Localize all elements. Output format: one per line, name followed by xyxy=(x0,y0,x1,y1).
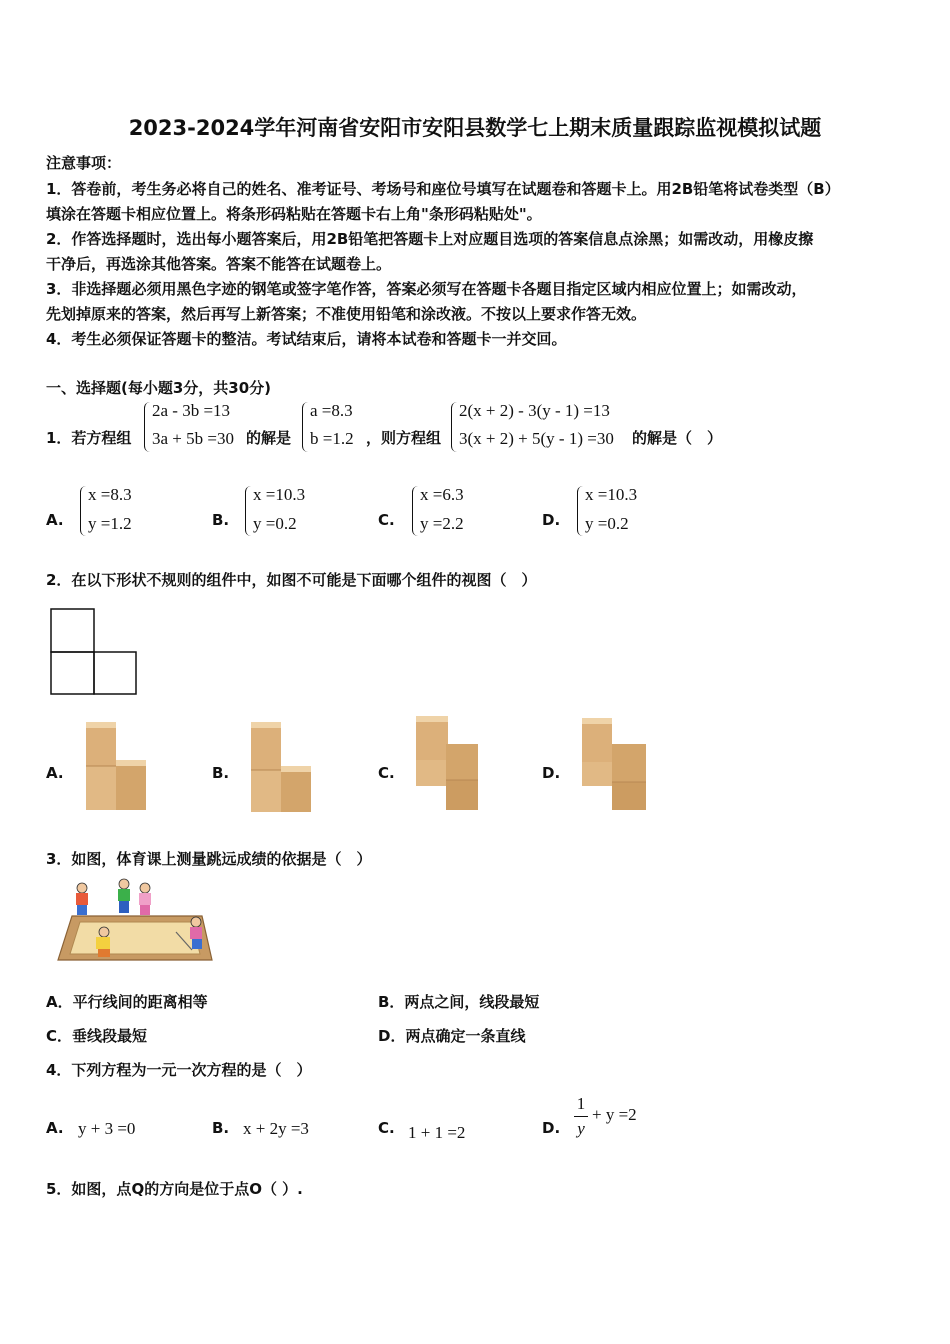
q1-system2-eq1: a =8.3 xyxy=(310,401,353,420)
q1-option-c-label[interactable]: C. xyxy=(378,511,395,529)
q1-option-d-y: y =0.2 xyxy=(585,514,629,533)
q2-option-a-label[interactable]: A. xyxy=(46,764,64,782)
page-title: 2023-2024学年河南省安阳市安阳县数学七上期末质量跟踪监视模拟试题 xyxy=(128,116,822,140)
q1-mid2: ，则方程组 xyxy=(366,429,442,447)
option-c-cube-image xyxy=(412,714,484,814)
q4-option-d-label[interactable]: D. xyxy=(542,1119,561,1137)
q1-option-b-y: y =0.2 xyxy=(253,514,297,533)
notice-line: 2．作答选择题时，选出每小题答案后，用2B铅笔把答题卡上对应题目选项的答案信息点涂黑；如需改动，用橡皮擦 xyxy=(46,230,814,248)
view-figure xyxy=(50,608,140,698)
q3-option-c[interactable]: C．垂线段最短 xyxy=(46,1027,148,1045)
long-jump-illustration xyxy=(52,876,216,966)
q3-text: 3．如图，体育课上测量跳远成绩的依据是（ ） xyxy=(46,850,372,868)
option-a-cube-image xyxy=(80,720,152,816)
q2-text: 2．在以下形状不规则的组件中，如图不可能是下面哪个组件的视图（ ） xyxy=(46,571,537,589)
notice-line: 1．答卷前，考生务必将自己的姓名、准考证号、考场号和座位号填写在试题卷和答题卡上。用2B铅笔将试卷类型（B） xyxy=(46,180,840,198)
q4-text: 4．下列方程为一元一次方程的是（ ） xyxy=(46,1061,312,1079)
q1-option-d-x: x =10.3 xyxy=(585,485,638,504)
brace-icon xyxy=(144,402,151,452)
q4-option-d-rest: + y =2 xyxy=(592,1105,637,1124)
q1-option-a-label[interactable]: A. xyxy=(46,511,64,529)
q1-option-c-y: y =2.2 xyxy=(420,514,464,533)
notice-line: 3．非选择题必须用黑色字迹的钢笔或签字笔作答，答案必须写在答题卡各题目指定区域内相应位置上；如需改动， xyxy=(46,280,807,298)
q2-option-b-label[interactable]: B. xyxy=(212,764,230,782)
option-b-cube-image xyxy=(245,720,317,816)
q1-option-b-label[interactable]: B. xyxy=(212,511,230,529)
q1-system3-eq2: 3(x + 2) + 5(y - 1) =30 xyxy=(459,429,614,448)
notice-line: 先划掉原来的答案，然后再写上新答案；不准使用铅笔和涂改液。不按以上要求作答无效。 xyxy=(46,305,647,323)
q1-suffix: 的解是（ ） xyxy=(632,429,723,447)
q1-option-c-x: x =6.3 xyxy=(420,485,464,504)
q4-option-a-expr: y + 3 =0 xyxy=(78,1119,136,1138)
brace-icon xyxy=(451,402,458,452)
q1-option-a-x: x =8.3 xyxy=(88,485,132,504)
fraction-denominator: y xyxy=(577,1119,585,1138)
q2-option-c-label[interactable]: C. xyxy=(378,764,395,782)
q1-option-a-y: y =1.2 xyxy=(88,514,132,533)
section-heading: 一、选择题(每小题3分，共30分) xyxy=(46,379,272,397)
q1-option-b-x: x =10.3 xyxy=(253,485,306,504)
q4-option-d-fraction xyxy=(574,1094,588,1139)
q1-prefix: 1．若方程组 xyxy=(46,429,132,447)
q4-option-c-expr: 1 + 1 =2 xyxy=(408,1123,466,1142)
notice-line: 干净后，再选涂其他答案。答案不能答在试题卷上。 xyxy=(46,255,392,273)
q3-option-a[interactable]: A．平行线间的距离相等 xyxy=(46,993,208,1011)
q1-option-d-label[interactable]: D. xyxy=(542,511,561,529)
q1-system2-eq2: b =1.2 xyxy=(310,429,354,448)
brace-icon xyxy=(302,402,309,452)
option-d-cube-image xyxy=(578,716,650,812)
fraction-bar xyxy=(574,1116,588,1117)
q4-option-c-label[interactable]: C. xyxy=(378,1119,395,1137)
q5-text: 5．如图，点Q的方向是位于点O（ ）. xyxy=(46,1180,303,1198)
q1-mid1: 的解是 xyxy=(246,429,292,447)
notice-heading: 注意事项： xyxy=(46,154,122,172)
q3-option-d[interactable]: D．两点确定一条直线 xyxy=(378,1027,526,1045)
brace-icon xyxy=(412,486,419,536)
q1-system3-eq1: 2(x + 2) - 3(y - 1) =13 xyxy=(459,401,610,420)
q4-option-b-expr: x + 2y =3 xyxy=(243,1119,309,1138)
q3-option-b[interactable]: B．两点之间，线段最短 xyxy=(378,993,540,1011)
brace-icon xyxy=(80,486,87,536)
notice-line: 填涂在答题卡相应位置上。将条形码粘贴在答题卡右上角"条形码粘贴处"。 xyxy=(46,205,542,223)
q4-option-b-label[interactable]: B. xyxy=(212,1119,230,1137)
q1-system1-eq2: 3a + 5b =30 xyxy=(152,429,234,448)
q4-option-a-label[interactable]: A. xyxy=(46,1119,64,1137)
q2-option-d-label[interactable]: D. xyxy=(542,764,561,782)
brace-icon xyxy=(577,486,584,536)
q1-system1-eq1: 2a - 3b =13 xyxy=(152,401,231,420)
brace-icon xyxy=(245,486,252,536)
fraction-numerator: 1 xyxy=(576,1094,586,1113)
notice-line: 4．考生必须保证答题卡的整洁。考试结束后，请将本试卷和答题卡一并交回。 xyxy=(46,330,567,348)
